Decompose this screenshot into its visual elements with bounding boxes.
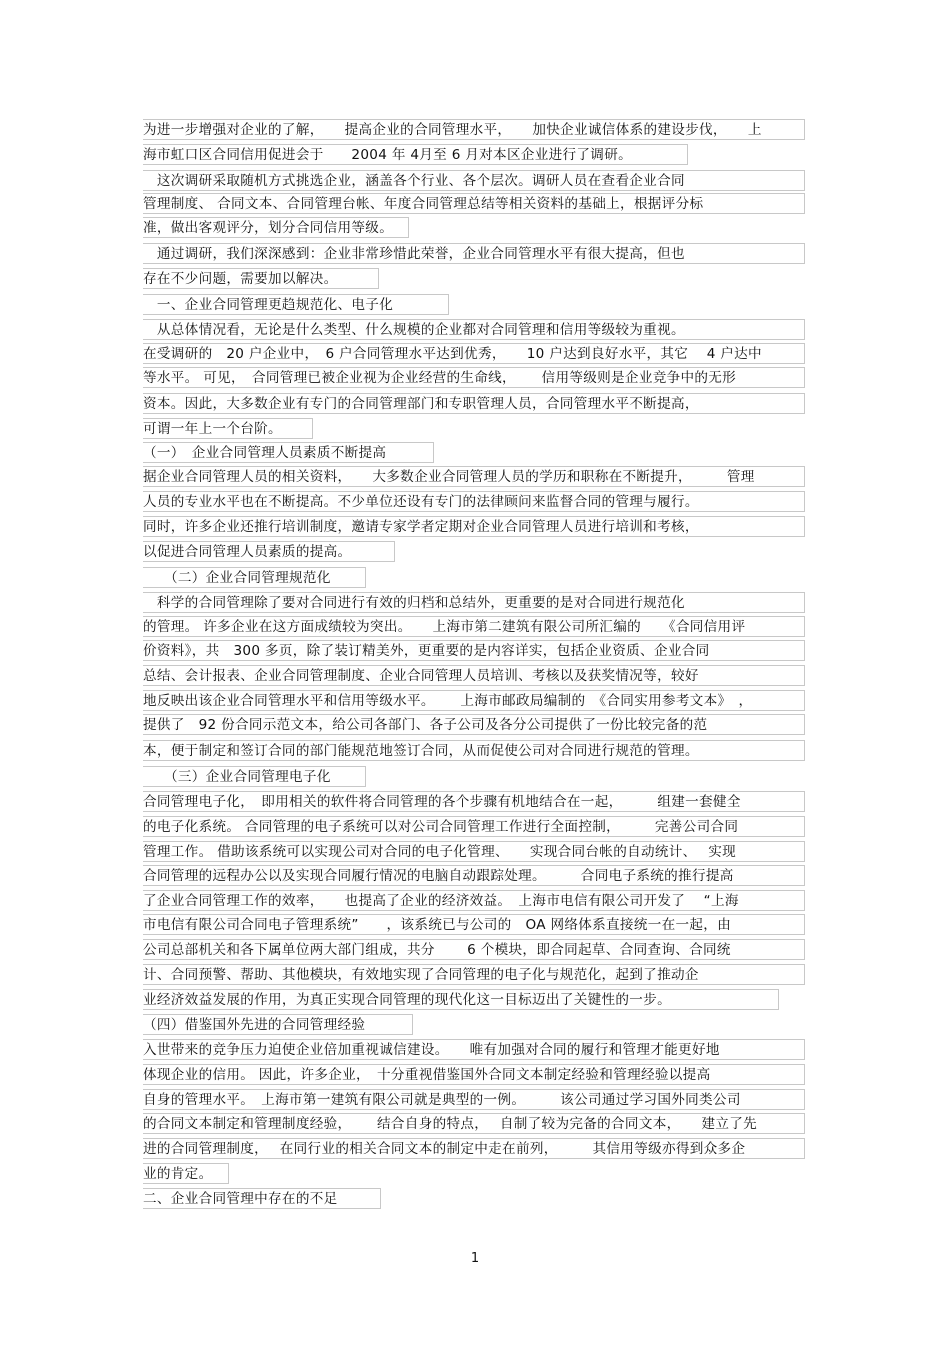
text-line: 人员的专业水平也在不断提高。不少单位还设有专门的法律顾问来监督合同的管理与履行。 <box>143 491 805 512</box>
text-line: 的合同文本制定和管理制度经验， 结合自身的特点， 自制了较为完备的合同文本， 建立了先 <box>143 1113 805 1134</box>
text-line: 了企业合同管理工作的效率， 也提高了企业的经济效益。 上海市电信有限公司开发了 “上海 <box>143 890 805 911</box>
text-line: 等水平。 可见， 合同管理已被企业视为企业经营的生命线， 信用等级则是企业竞争中的无形 <box>143 367 805 388</box>
text-line: 管理制度、 合同文本、合同管理台帐、年度合同管理总结等相关资料的基础上，根据评分标 <box>143 193 805 214</box>
section-heading: 二、企业合同管理中存在的不足 <box>143 1188 381 1209</box>
subsection-heading: （一） 企业合同管理人员素质不断提高 <box>143 442 434 463</box>
text-line: 地反映出该企业合同管理水平和信用等级水平。 上海市邮政局编制的 《合同实用参考文本》 ， <box>143 690 805 711</box>
page-number: 1 <box>470 1251 480 1266</box>
text-line: 存在不少问题，需要加以解决。 <box>143 268 379 289</box>
text-line: 价资料》，共 300 多页，除了装订精美外，更重要的是内容详实，包括企业资质、企业合同 <box>143 640 805 661</box>
text-line: 体现企业的信用。 因此，许多企业， 十分重视借鉴国外合同文本制定经验和管理经验以提高 <box>143 1064 805 1085</box>
text-line: 同时，许多企业还推行培训制度，邀请专家学者定期对企业合同管理人员进行培训和考核， <box>143 516 805 537</box>
subsection-heading: （四）借鉴国外先进的合同管理经验 <box>143 1014 413 1035</box>
text-line: 通过调研，我们深深感到：企业非常珍惜此荣誉，企业合同管理水平有很大提高，但也 <box>143 243 805 264</box>
text-line: 从总体情况看，无论是什么类型、什么规模的企业都对合同管理和信用等级较为重视。 <box>143 319 805 340</box>
text-line: 进的合同管理制度， 在同行业的相关合同文本的制定中走在前列， 其信用等级亦得到众多企 <box>143 1138 805 1159</box>
text-line: 公司总部机关和各下属单位两大部门组成，共分 6 个模块，即合同起草、合同查询、合同统 <box>143 939 805 960</box>
text-line: 合同管理电子化， 即用相关的软件将合同管理的各个步骤有机地结合在一起， 组建一套健全 <box>143 791 805 812</box>
text-line: 据企业合同管理人员的相关资料， 大多数企业合同管理人员的学历和职称在不断提升， 管理 <box>143 466 805 487</box>
text-line: 业的肯定。 <box>143 1163 229 1184</box>
text-line: 为进一步增强对企业的了解， 提高企业的合同管理水平， 加快企业诚信体系的建设步伐， 上 <box>143 119 805 140</box>
text-line: 这次调研采取随机方式挑选企业，涵盖各个行业、各个层次。调研人员在查看企业合同 <box>143 170 805 191</box>
text-line: 合同管理的远程办公以及实现合同履行情况的电脑自动跟踪处理。 合同电子系统的推行提高 <box>143 865 805 886</box>
text-line: 科学的合同管理除了要对合同进行有效的归档和总结外，更重要的是对合同进行规范化 <box>143 592 805 613</box>
text-line: 提供了 92 份合同示范文本，给公司各部门、各子公司及各分公司提供了一份比较完备的范 <box>143 714 805 735</box>
text-line: 资本。因此，大多数企业有专门的合同管理部门和专职管理人员，合同管理水平不断提高， <box>143 393 805 414</box>
text-line: 在受调研的 20 户企业中， 6 户合同管理水平达到优秀， 10 户达到良好水平，其它 4 户达中 <box>143 343 805 364</box>
text-line: 自身的管理水平。 上海市第一建筑有限公司就是典型的一例。 该公司通过学习国外同类公司 <box>143 1089 805 1110</box>
text-line: 入世带来的竞争压力迫使企业倍加重视诚信建设。 唯有加强对合同的履行和管理才能更好地 <box>143 1039 805 1060</box>
section-heading: 一、企业合同管理更趋规范化、电子化 <box>143 294 449 315</box>
text-line: 市电信有限公司合同电子管理系统” ，该系统已与公司的 OA 网络体系直接统一在一起，由 <box>143 914 805 935</box>
text-line: 的电子化系统。 合同管理的电子系统可以对公司合同管理工作进行全面控制， 完善公司合同 <box>143 816 805 837</box>
subsection-heading: （二）企业合同管理规范化 <box>143 567 366 588</box>
text-line: 业经济效益发展的作用，为真正实现合同管理的现代化这一目标迈出了关键性的一步。 <box>143 989 779 1010</box>
text-line: 本，便于制定和签订合同的部门能规范地签订合同，从而促使公司对合同进行规范的管理。 <box>143 740 805 761</box>
subsection-heading: （三）企业合同管理电子化 <box>143 766 366 787</box>
text-line: 总结、会计报表、企业合同管理制度、企业合同管理人员培训、考核以及获奖情况等，较好 <box>143 665 805 686</box>
text-line: 计、合同预警、帮助、其他模块，有效地实现了合同管理的电子化与规范化，起到了推动企 <box>143 964 805 985</box>
text-line: 管理工作。 借助该系统可以实现公司对合同的电子化管理、 实现合同台帐的自动统计、 实现 <box>143 841 805 862</box>
text-line: 准，做出客观评分，划分合同信用等级。 <box>143 217 409 238</box>
text-line: 可谓一年上一个台阶。 <box>143 418 313 439</box>
text-line: 的管理。 许多企业在这方面成绩较为突出。 上海市第二建筑有限公司所汇编的 《合同信用评 <box>143 616 805 637</box>
text-line: 以促进合同管理人员素质的提高。 <box>143 541 395 562</box>
text-line: 海市虹口区合同信用促进会于 2004 年 4月至 6 月对本区企业进行了调研。 <box>143 144 688 165</box>
